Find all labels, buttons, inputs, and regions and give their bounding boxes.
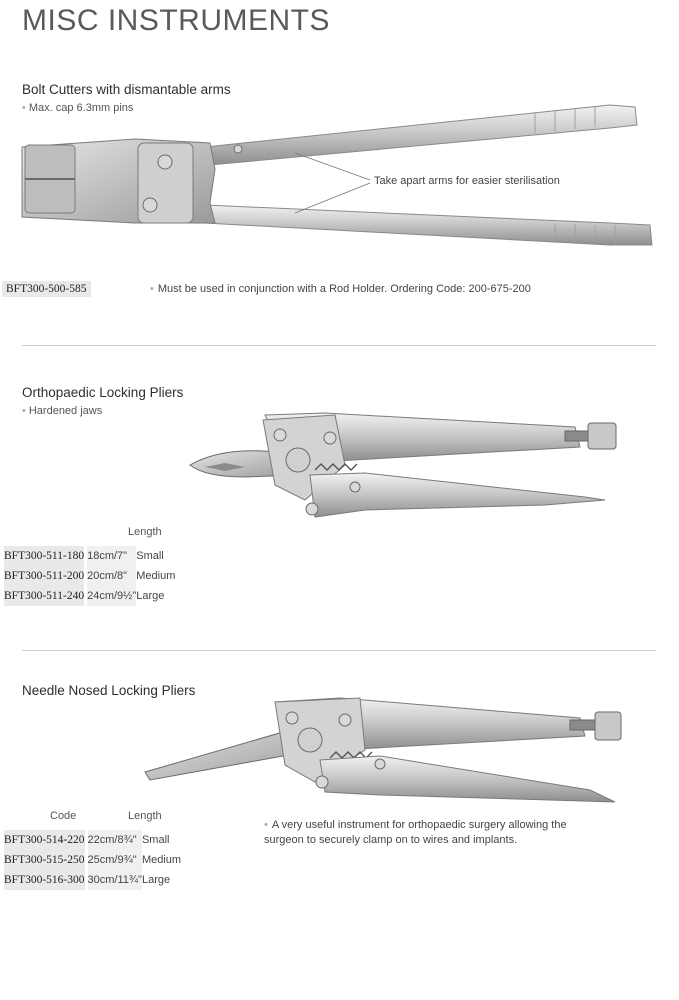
product-length: 20cm/8" <box>84 566 136 586</box>
product-length: 22cm/8¾" <box>85 830 142 850</box>
bullet-dot-icon: • <box>264 819 268 831</box>
locking-pliers-rows <box>4 546 175 606</box>
table-row <box>4 546 175 566</box>
needle-pliers-title: Needle Nosed Locking Pliers <box>22 683 196 698</box>
bullet-dot-icon: • <box>22 405 26 417</box>
product-length: 18cm/7" <box>84 546 136 566</box>
locking-pliers-image <box>185 405 625 530</box>
needle-pliers-rows <box>4 830 181 890</box>
product-size: Small <box>141 834 170 846</box>
section-divider <box>22 345 656 346</box>
product-code: BFT300-511-180 <box>4 546 84 566</box>
product-size: Small <box>136 550 164 562</box>
bolt-cutters-code: BFT300-500-585 <box>2 281 91 297</box>
locking-pliers-bullet-text: Hardened jaws <box>28 405 103 417</box>
page-title: MISC INSTRUMENTS <box>22 4 330 37</box>
product-code: BFT300-511-240 <box>4 586 84 606</box>
table-row <box>4 870 181 890</box>
section-divider <box>22 650 656 651</box>
bolt-cutters-note <box>150 282 531 297</box>
product-code: BFT300-516-300 <box>4 870 85 890</box>
table-row <box>4 586 175 606</box>
table-row <box>4 850 181 870</box>
needle-pliers-note <box>264 818 594 848</box>
table-row <box>4 830 181 850</box>
product-size: Medium <box>141 854 182 866</box>
table-row <box>4 566 175 586</box>
bolt-cutters-image <box>10 95 670 255</box>
bullet-dot-icon: • <box>150 283 154 295</box>
bolt-cutters-callout: Take apart arms for easier sterilisation <box>374 175 560 187</box>
product-length: 24cm/9½" <box>84 586 136 606</box>
needle-pliers-image <box>140 690 630 808</box>
needle-pliers-length-header: Length <box>128 810 162 822</box>
locking-pliers-bullet <box>22 405 102 417</box>
product-length: 30cm/11¾" <box>85 870 142 890</box>
product-length: 25cm/9¾" <box>85 850 142 870</box>
bolt-cutters-note-text: Must be used in conjunction with a Rod Holder. Ordering Code: 200-675-200 <box>157 283 531 295</box>
bolt-cutters-title: Bolt Cutters with dismantable arms <box>22 82 231 97</box>
product-size: Large <box>136 590 165 602</box>
product-size: Large <box>141 874 171 886</box>
product-code: BFT300-514-220 <box>4 830 85 850</box>
bullet-dot-icon: • <box>22 102 26 114</box>
locking-pliers-spec-table <box>4 546 175 606</box>
needle-pliers-spec-table <box>4 830 181 890</box>
product-code: BFT300-511-200 <box>4 566 84 586</box>
product-size: Medium <box>136 570 176 582</box>
bolt-cutters-bullet-text: Max. cap 6.3mm pins <box>28 102 134 114</box>
locking-pliers-length-header: Length <box>128 526 162 538</box>
needle-pliers-code-header: Code <box>50 810 77 822</box>
product-code: BFT300-515-250 <box>4 850 85 870</box>
column-header-code <box>4 526 114 544</box>
needle-pliers-note-text: A very useful instrument for orthopaedic surgery allowing the surgeon to securely clamp on to wires and implants. <box>264 819 567 846</box>
locking-pliers-title: Orthopaedic Locking Pliers <box>22 385 184 400</box>
